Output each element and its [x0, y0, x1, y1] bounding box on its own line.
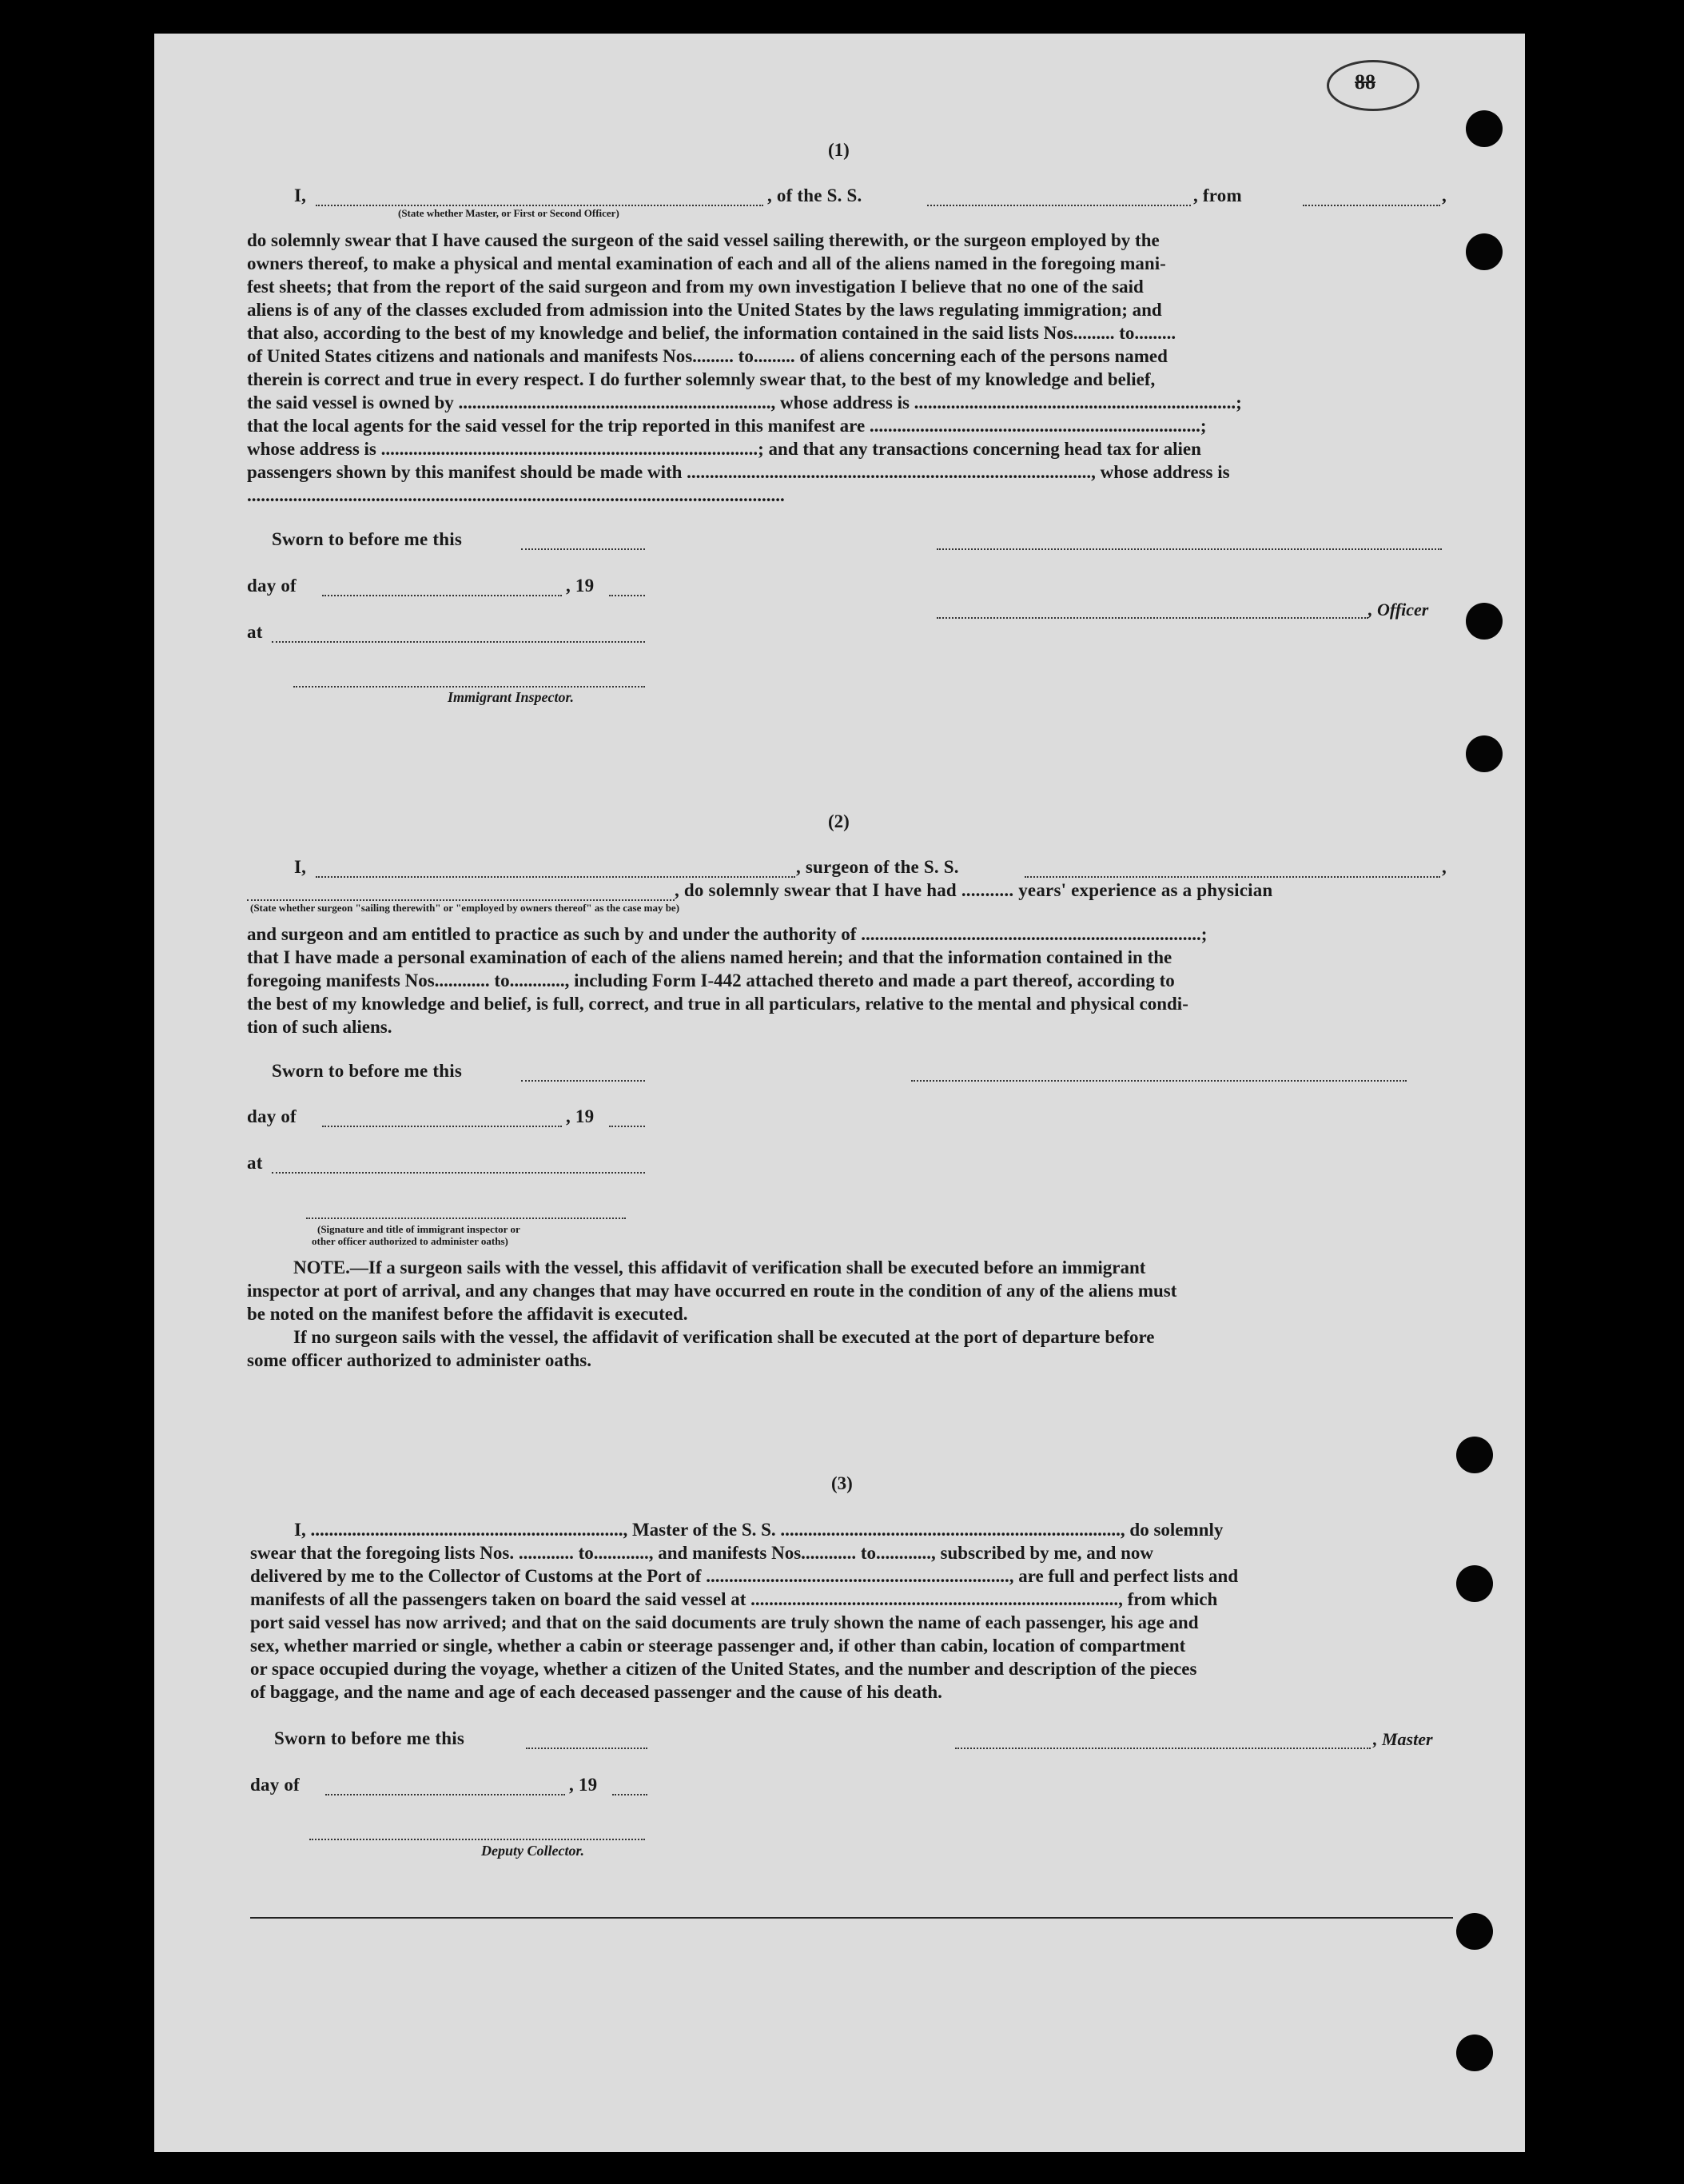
s2-note-line: If no surgeon sails with the vessel, the affidavit of verification shall be executed at the port of departure before	[293, 1327, 1155, 1347]
s2-day-of-label: day of	[247, 1106, 297, 1126]
s3-year-label: , 19	[569, 1775, 598, 1795]
s2-line1-i: I,	[294, 857, 307, 877]
s2-line1-ss: , surgeon of the S. S.	[796, 857, 959, 877]
s2-line2: , do solemnly swear that I have had ........... years' experience as a physician	[675, 880, 1273, 900]
s1-officer-signature-line-1[interactable]	[937, 548, 1442, 550]
s1-line1-end: ,	[1442, 185, 1447, 205]
s1-body-line: whose address is ..................................................................................; and that any transactions concerning head tax for alien	[247, 439, 1201, 459]
s2-day-of-field[interactable]	[322, 1126, 562, 1127]
s1-inspector-signature-field[interactable]	[293, 686, 645, 687]
s1-body-line: that the local agents for the said vessel for the trip reported in this manifest are ........................................................................;	[247, 416, 1207, 436]
s3-body-line: or space occupied during the voyage, whether a citizen of the United States, and the number and description of the pieces	[250, 1659, 1197, 1679]
binder-hole-4	[1466, 735, 1503, 772]
s2-note-line: some officer authorized to administer oaths.	[247, 1350, 591, 1370]
s1-body-line: fest sheets; that from the report of the said surgeon and from my own investigation I believe that no one of the said	[247, 277, 1144, 297]
s2-surgeon-status-field[interactable]	[247, 899, 675, 901]
binder-hole-3	[1466, 603, 1503, 640]
s1-body-line: .....................................................................................................................	[247, 485, 785, 505]
s3-sworn-label: Sworn to before me this	[274, 1728, 464, 1748]
section-3-heading: (3)	[831, 1473, 853, 1493]
s1-year-label: , 19	[566, 576, 595, 596]
s1-body-line: owners thereof, to make a physical and mental examination of each and all of the aliens named in the foregoing mani-	[247, 253, 1166, 273]
s1-oath-text	[247, 229, 1242, 507]
s3-body-line: delivered by me to the Collector of Customs at the Port of .................................................................., are full and perfect lists and	[250, 1566, 1239, 1586]
binder-hole-5	[1456, 1437, 1493, 1473]
s1-body-line: the said vessel is owned by ...................................................................., whose address is ......................................................................;	[247, 393, 1242, 412]
s2-body-line: and surgeon and am entitled to practice as such by and under the authority of ..........................................................................;	[247, 924, 1208, 944]
s2-at-label: at	[247, 1153, 263, 1173]
s1-officer-label: , Officer	[1368, 600, 1429, 620]
s1-day-of-label: day of	[247, 576, 297, 596]
s2-inspector-signature-field[interactable]	[306, 1218, 626, 1219]
s2-body-line: tion of such aliens.	[247, 1017, 392, 1037]
section-1-heading: (1)	[828, 140, 850, 160]
section-2-heading: (2)	[828, 811, 850, 831]
s1-day-of-field[interactable]	[322, 595, 562, 596]
s1-year-field[interactable]	[609, 595, 645, 596]
s1-inspector-label: Immigrant Inspector.	[448, 689, 575, 705]
s3-master-signature-field[interactable]	[955, 1748, 1371, 1749]
s2-sworn-date-field[interactable]	[521, 1080, 645, 1082]
s2-surgeon-name-field[interactable]	[316, 876, 795, 878]
s2-oath-text	[247, 923, 1207, 1038]
s1-from-field[interactable]	[1303, 205, 1440, 206]
s2-year-field[interactable]	[609, 1126, 645, 1127]
s2-note-line: NOTE.—If a surgeon sails with the vessel, this affidavit of verification shall be executed before an immigrant	[293, 1257, 1146, 1277]
s3-year-field[interactable]	[612, 1794, 647, 1795]
binder-hole-8	[1456, 2035, 1493, 2071]
s3-body-line: swear that the foregoing lists Nos. ............ to............, and manifests Nos............ to............, subscribed by me, and now	[250, 1543, 1154, 1563]
s2-sworn-label: Sworn to before me this	[272, 1061, 462, 1081]
binder-hole-6	[1456, 1565, 1493, 1602]
s3-oath-text	[250, 1518, 1238, 1704]
s1-line1-ss: , of the S. S.	[767, 185, 862, 205]
s1-line1-i: I,	[294, 185, 307, 205]
s1-body-line: therein is correct and true in every respect. I do further solemnly swear that, to the best of my knowledge and belief,	[247, 369, 1156, 389]
s3-day-of-label: day of	[250, 1775, 300, 1795]
s3-body-line: sex, whether married or single, whether a cabin or steerage passenger and, if other than cabin, location of compartment	[250, 1636, 1186, 1656]
s2-body-line: the best of my knowledge and belief, is full, correct, and true in all particulars, relative to the mental and physical condi-	[247, 994, 1188, 1014]
s3-body-line: I, ...................................................................., Master of the S. S. .........................................................................., do solemnly	[294, 1520, 1224, 1540]
s1-rank-note: (State whether Master, or First or Second Officer)	[398, 207, 619, 219]
s2-surgeon-signature-field[interactable]	[911, 1080, 1407, 1082]
s3-master-label: , Master	[1373, 1729, 1433, 1749]
binder-hole-7	[1456, 1913, 1493, 1950]
s1-sworn-date-field[interactable]	[521, 548, 645, 550]
s2-vessel-field[interactable]	[1025, 876, 1440, 878]
s2-line1-end: ,	[1442, 857, 1447, 877]
s2-note-paragraph	[247, 1256, 1176, 1372]
s2-at-field[interactable]	[272, 1172, 645, 1174]
stamp-number: 88	[1355, 70, 1375, 94]
s1-officer-rank-field[interactable]	[316, 205, 763, 206]
s2-body-line: foregoing manifests Nos............ to............, including Form I-442 attached thereto and made a part thereof, according to	[247, 970, 1175, 990]
s2-body-line: that I have made a personal examination of each of the aliens named herein; and that the information contained in the	[247, 947, 1172, 967]
s2-year-label: , 19	[566, 1106, 595, 1126]
s2-note-line: be noted on the manifest before the affidavit is executed.	[247, 1304, 688, 1324]
s1-body-line: passengers shown by this manifest should be made with ........................................................................................, whose address is	[247, 462, 1230, 482]
s3-sworn-date-field[interactable]	[526, 1748, 647, 1749]
bottom-rule	[250, 1917, 1453, 1919]
s1-body-line: aliens is of any of the classes excluded from admission into the United States by the laws regulating immigration; and	[247, 300, 1162, 320]
s1-body-line: of United States citizens and nationals and manifests Nos......... to......... of aliens concerning each of the persons named	[247, 346, 1168, 366]
s1-body-line: that also, according to the best of my knowledge and belief, the information contained in the said lists Nos......... to.........	[247, 323, 1176, 343]
s2-sig-note-1: (Signature and title of immigrant inspector or	[317, 1223, 520, 1235]
s2-status-note: (State whether surgeon "sailing therewith" or "employed by owners thereof" as the case may be)	[250, 902, 680, 914]
s3-collector-signature-field[interactable]	[309, 1839, 645, 1840]
binder-hole-2	[1466, 233, 1503, 270]
binder-hole-1	[1466, 110, 1503, 147]
s3-body-line: port said vessel has now arrived; and that on the said documents are truly shown the name of each passenger, his age and	[250, 1612, 1199, 1632]
s1-at-label: at	[247, 622, 263, 642]
s1-at-field[interactable]	[272, 641, 645, 643]
s3-body-line: of baggage, and the name and age of each deceased passenger and the cause of his death.	[250, 1682, 942, 1702]
s1-body-line: do solemnly swear that I have caused the surgeon of the said vessel sailing therewith, or the surgeon employed by the	[247, 230, 1160, 250]
s1-vessel-field[interactable]	[927, 205, 1191, 206]
s3-body-line: manifests of all the passengers taken on board the said vessel at ................................................................................, from which	[250, 1589, 1218, 1609]
s3-collector-label: Deputy Collector.	[481, 1843, 584, 1859]
s1-line1-from: , from	[1193, 185, 1242, 205]
page-number-stamp	[1327, 60, 1419, 111]
s1-officer-signature-field[interactable]	[937, 617, 1368, 619]
s1-sworn-label: Sworn to before me this	[272, 529, 462, 549]
s3-day-of-field[interactable]	[325, 1794, 565, 1795]
s2-sig-note-2: other officer authorized to administer oaths)	[312, 1235, 508, 1247]
s2-note-line: inspector at port of arrival, and any changes that may have occurred en route in the condition of any of the aliens must	[247, 1281, 1177, 1301]
